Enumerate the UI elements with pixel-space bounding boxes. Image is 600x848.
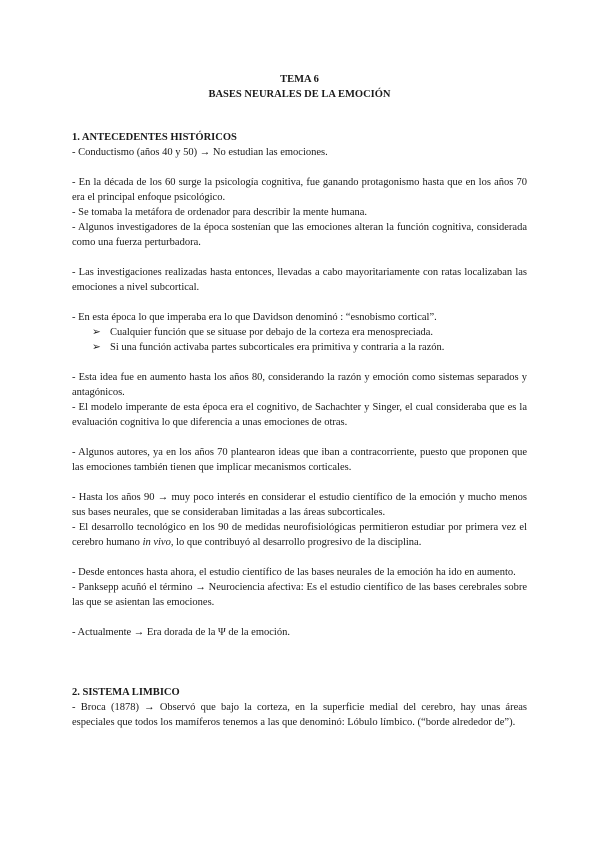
arrow-bullet-icon: ➢ bbox=[92, 327, 101, 338]
paragraph: - El modelo imperante de esta época era el cognitivo, de Sachachter y Singer, el cual consideraba que es la evaluación cognitiva lo que diferencia a unas emociones de otras. bbox=[72, 402, 527, 428]
paragraph: - Algunos autores, ya en los años 70 plantearon ideas que iban a contracorriente, puesto que proponen que las emociones también tienen que implicar mecanismos corticales. bbox=[72, 447, 527, 473]
paragraph: - Broca (1878) → Observó que bajo la corteza, en la superficie medial del cerebro, hay unas áreas especiales que todos los mamíferos tenemos a las que denominó: Lóbulo límbico. (“borde alrededor de”). bbox=[72, 702, 527, 728]
section-heading-2: 2. SISTEMA LIMBICO bbox=[72, 687, 180, 698]
text-run: - El desarrollo tecnológico en los 90 de medidas neurofisiológicas permitieron estudiar por primera vez el cerebro humano bbox=[72, 522, 527, 548]
topic-number: TEMA 6 bbox=[280, 74, 319, 85]
paragraph: - Conductismo (años 40 y 50) → No estudian las emociones. bbox=[72, 147, 328, 158]
paragraph bbox=[72, 520, 527, 550]
arrow-bullet-icon: ➢ bbox=[92, 342, 101, 353]
list-item bbox=[72, 340, 527, 355]
section-heading-1: 1. ANTECEDENTES HISTÓRICOS bbox=[72, 132, 237, 143]
paragraph: - Desde entonces hasta ahora, el estudio científico de las bases neurales de la emoción ha ido en aumento. bbox=[72, 567, 516, 578]
paragraph: - Las investigaciones realizadas hasta entonces, llevadas a cabo mayoritariamente con ratas localizaban las emociones a nivel subcortical. bbox=[72, 267, 527, 293]
paragraph: - En la década de los 60 surge la psicología cognitiva, fue ganando protagonismo hasta que en los años 70 era el principal enfoque psicológico. bbox=[72, 177, 527, 203]
list-item-text: Cualquier función que se situase por debajo de la corteza era menospreciada. bbox=[110, 327, 434, 338]
paragraph: - En esta época lo que imperaba era lo que Davidson denominó : “esnobismo cortical”. bbox=[72, 312, 437, 323]
paragraph: - Panksepp acuñó el término → Neurociencia afectiva: Es el estudio científico de las bases cerebrales sobre las que se asientan las emociones. bbox=[72, 582, 527, 608]
list-item bbox=[72, 325, 527, 340]
paragraph: - Actualmente → Era dorada de la Ψ de la emoción. bbox=[72, 627, 290, 638]
italic-text: in vivo, bbox=[142, 537, 174, 548]
paragraph: - Hasta los años 90 → muy poco interés en considerar el estudio científico de la emoción y mucho menos sus bases neurales, que se consideraban limitadas a las áreas subcorticales. bbox=[72, 492, 527, 518]
paragraph: - Esta idea fue en aumento hasta los años 80, considerando la razón y emoción como sistemas separados y antagónicos. bbox=[72, 372, 527, 398]
list-item-text: Si una función activaba partes subcorticales era primitiva y contraria a la razón. bbox=[110, 342, 445, 353]
paragraph: - Se tomaba la metáfora de ordenador para describir la mente humana. bbox=[72, 207, 368, 218]
bullet-list bbox=[72, 325, 527, 355]
paragraph: - Algunos investigadores de la época sostenían que las emociones alteran la función cognitiva, considerada como una fuerza perturbadora. bbox=[72, 222, 527, 248]
document-page bbox=[72, 72, 527, 730]
page-title: BASES NEURALES DE LA EMOCIÓN bbox=[208, 89, 391, 100]
text-run: lo que contribuyó al desarrollo progresivo de la disciplina. bbox=[173, 537, 422, 548]
